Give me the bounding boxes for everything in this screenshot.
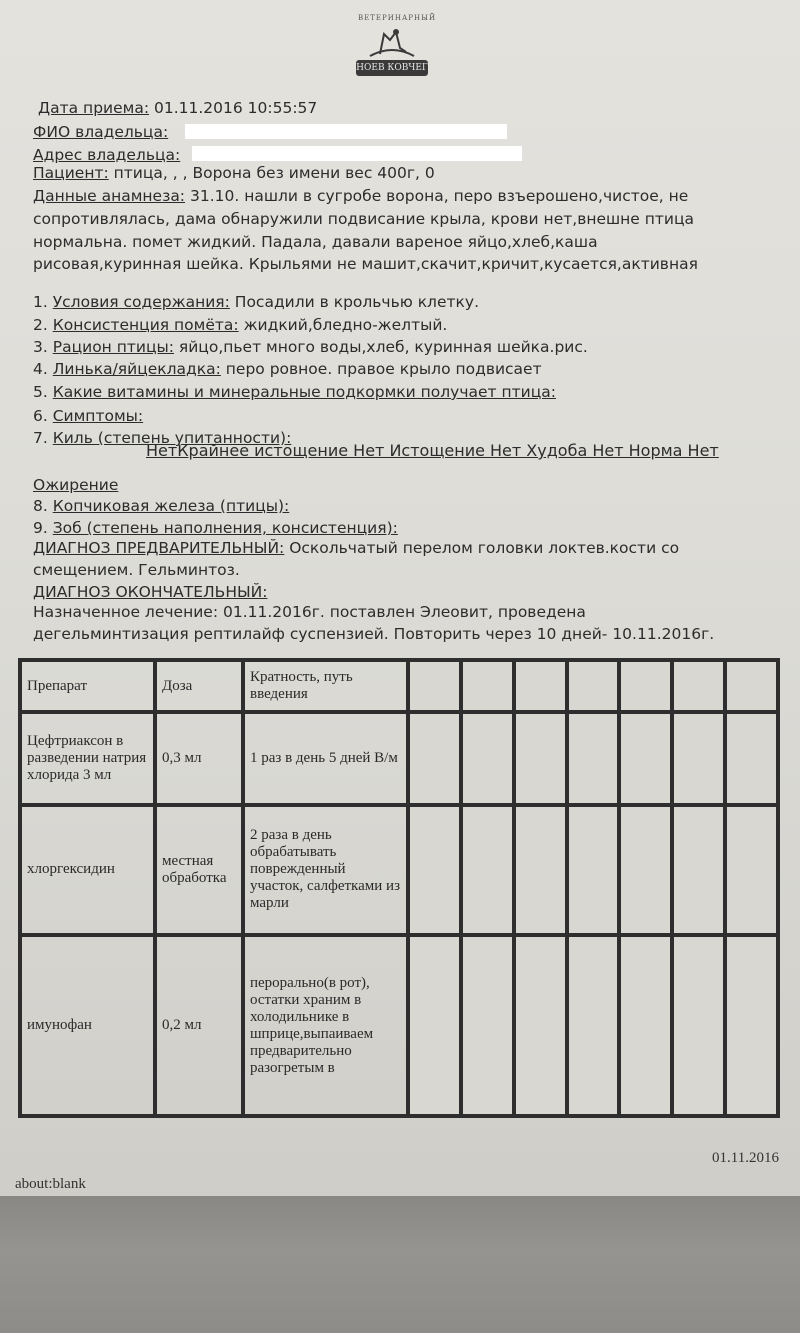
anamnesis-line-2: сопротивлялась, дама обнаружили подвисание крыла, крови нет,внешне птица xyxy=(33,210,695,228)
dose-cell: 0,2 мл xyxy=(155,935,243,1116)
redaction-address xyxy=(192,146,522,161)
blank-cell xyxy=(619,935,672,1116)
address-label: Адрес владельца: xyxy=(33,146,181,164)
item-label: Копчиковая железа (птицы): xyxy=(52,497,290,515)
item-number: 5. xyxy=(33,383,53,401)
item-value: жидкий,бледно-желтый. xyxy=(238,316,448,334)
owner-label: ФИО владельца: xyxy=(33,123,169,141)
clinic-logo xyxy=(352,12,437,78)
item-number: 8. xyxy=(33,497,53,515)
blank-cell xyxy=(725,660,778,712)
visit-date-label: Дата приема: xyxy=(38,99,150,117)
keel-obesity: Ожирение xyxy=(33,476,119,494)
background-floor xyxy=(0,1196,800,1333)
keel-options: НетКрайнее истощение Нет Истощение Нет Худоба Нет Норма Нет xyxy=(146,441,719,460)
frequency-cell: 1 раз в день 5 дней В/м xyxy=(243,712,408,804)
treatment-line-2: дегельминтизация рептилайф суспензией. Повторить через 10 дней- 10.11.2016г. xyxy=(33,625,715,643)
anamnesis-text-1: 31.10. нашли в сугробе ворона, перо взъерошено,чистое, не xyxy=(185,187,689,205)
blank-cell xyxy=(408,935,461,1116)
item-2 xyxy=(33,315,447,335)
blank-cell xyxy=(514,660,567,712)
anamnesis-label: Данные анамнеза: xyxy=(33,187,186,205)
header-dose: Доза xyxy=(155,660,243,712)
anamnesis-line-3: нормальна. помет жидкий. Падала, давали вареное яйцо,хлеб,каша xyxy=(33,233,598,251)
blank-cell xyxy=(567,712,620,804)
item-number: 9. xyxy=(33,519,53,537)
blank-cell xyxy=(514,935,567,1116)
item-number: 3. xyxy=(33,338,53,356)
item-label: Линька/яйцекладка: xyxy=(52,360,221,378)
item-number: 4. xyxy=(33,360,53,378)
item-label: Зоб (степень наполнения, консистенция): xyxy=(52,519,398,537)
blank-cell xyxy=(567,805,620,936)
header-frequency: Кратность, путь введения xyxy=(243,660,408,712)
patient-label: Пациент: xyxy=(33,164,109,182)
redaction-owner-name xyxy=(185,124,507,139)
item-4 xyxy=(33,359,542,379)
table-row xyxy=(20,935,778,1116)
item-6 xyxy=(33,406,143,426)
blank-cell xyxy=(619,660,672,712)
prescription-table xyxy=(18,658,780,1118)
blank-cell xyxy=(619,805,672,936)
owner-line xyxy=(33,122,168,142)
item-5 xyxy=(33,382,556,402)
blank-cell xyxy=(672,805,725,936)
logo-badge: НОЕВ КОВЧЕГ xyxy=(356,60,428,76)
blank-cell xyxy=(461,712,514,804)
diagnosis-preliminary-label: ДИАГНОЗ ПРЕДВАРИТЕЛЬНЫЙ: xyxy=(33,539,285,557)
item-value: перо ровное. правое крыло подвисает xyxy=(220,360,542,378)
frequency-cell: перорально(в рот), остатки храним в холодильнике в шприце,выпаиваем предварительно разогретым в xyxy=(243,935,408,1116)
item-value: яйцо,пьет много воды,хлеб, куринная шейка.рис. xyxy=(173,338,588,356)
item-number: 7. xyxy=(33,429,53,447)
item-value: Посадили в крольчью клетку. xyxy=(229,293,479,311)
item-1 xyxy=(33,292,479,312)
frequency-cell: 2 раза в день обрабатывать поврежденный участок, салфетками из марли xyxy=(243,805,408,936)
ark-animal-icon xyxy=(366,26,418,60)
dose-cell: 0,3 мл xyxy=(155,712,243,804)
anamnesis-line-4: рисовая,куринная шейка. Крыльями не машит,скачит,кричит,кусается,активная xyxy=(33,255,698,273)
drug-cell: хлоргексидин xyxy=(20,805,155,936)
address-line xyxy=(33,145,180,165)
treatment-line-1: Назначенное лечение: 01.11.2016г. поставлен Элеовит, проведена xyxy=(33,603,586,621)
item-label: Какие витамины и минеральные подкормки получает птица: xyxy=(52,383,556,401)
blank-cell xyxy=(619,712,672,804)
blank-cell xyxy=(672,935,725,1116)
table-row xyxy=(20,712,778,804)
visit-date-value: 01.11.2016 10:55:57 xyxy=(149,99,318,117)
table-row xyxy=(20,805,778,936)
blank-cell xyxy=(408,805,461,936)
patient-line xyxy=(33,163,435,183)
blank-cell xyxy=(725,712,778,804)
item-number: 1. xyxy=(33,293,53,311)
blank-cell xyxy=(514,712,567,804)
blank-cell xyxy=(408,660,461,712)
drug-cell: Цефтриаксон в разведении натрия хлорида 3 мл xyxy=(20,712,155,804)
patient-value: птица, , , Ворона без имени вес 400г, 0 xyxy=(108,164,435,182)
header-drug: Препарат xyxy=(20,660,155,712)
item-9 xyxy=(33,518,398,538)
item-label: Условия содержания: xyxy=(52,293,230,311)
diagnosis-preliminary-cont: смещением. Гельминтоз. xyxy=(33,561,240,579)
logo-arc-text: ВЕТЕРИНАРНЫЙ xyxy=(358,14,437,22)
blank-cell xyxy=(567,935,620,1116)
item-number: 2. xyxy=(33,316,53,334)
item-3 xyxy=(33,337,588,357)
footer-url: about:blank xyxy=(15,1176,86,1192)
blank-cell xyxy=(461,805,514,936)
dose-cell: местная обработка xyxy=(155,805,243,936)
blank-cell xyxy=(408,712,461,804)
item-label: Киль (степень упитанности): xyxy=(52,429,292,447)
diagnosis-final-label: ДИАГНОЗ ОКОНЧАТЕЛЬНЫЙ: xyxy=(33,583,268,601)
blank-cell xyxy=(461,660,514,712)
drug-cell: имунофан xyxy=(20,935,155,1116)
item-number: 6. xyxy=(33,407,53,425)
item-label: Симптомы: xyxy=(52,407,144,425)
blank-cell xyxy=(672,660,725,712)
blank-cell xyxy=(725,805,778,936)
item-8 xyxy=(33,496,289,516)
anamnesis-line-1 xyxy=(33,186,688,206)
blank-cell xyxy=(514,805,567,936)
diagnosis-preliminary xyxy=(33,538,679,558)
diagnosis-preliminary-value: Оскольчатый перелом головки локтев.кости со xyxy=(284,539,680,557)
blank-cell xyxy=(461,935,514,1116)
item-label: Рацион птицы: xyxy=(52,338,174,356)
blank-cell xyxy=(567,660,620,712)
blank-cell xyxy=(672,712,725,804)
footer-date: 01.11.2016 xyxy=(712,1150,779,1166)
item-label: Консистенция помёта: xyxy=(52,316,239,334)
visit-date-line xyxy=(38,98,317,118)
blank-cell xyxy=(725,935,778,1116)
table-header-row xyxy=(20,660,778,712)
